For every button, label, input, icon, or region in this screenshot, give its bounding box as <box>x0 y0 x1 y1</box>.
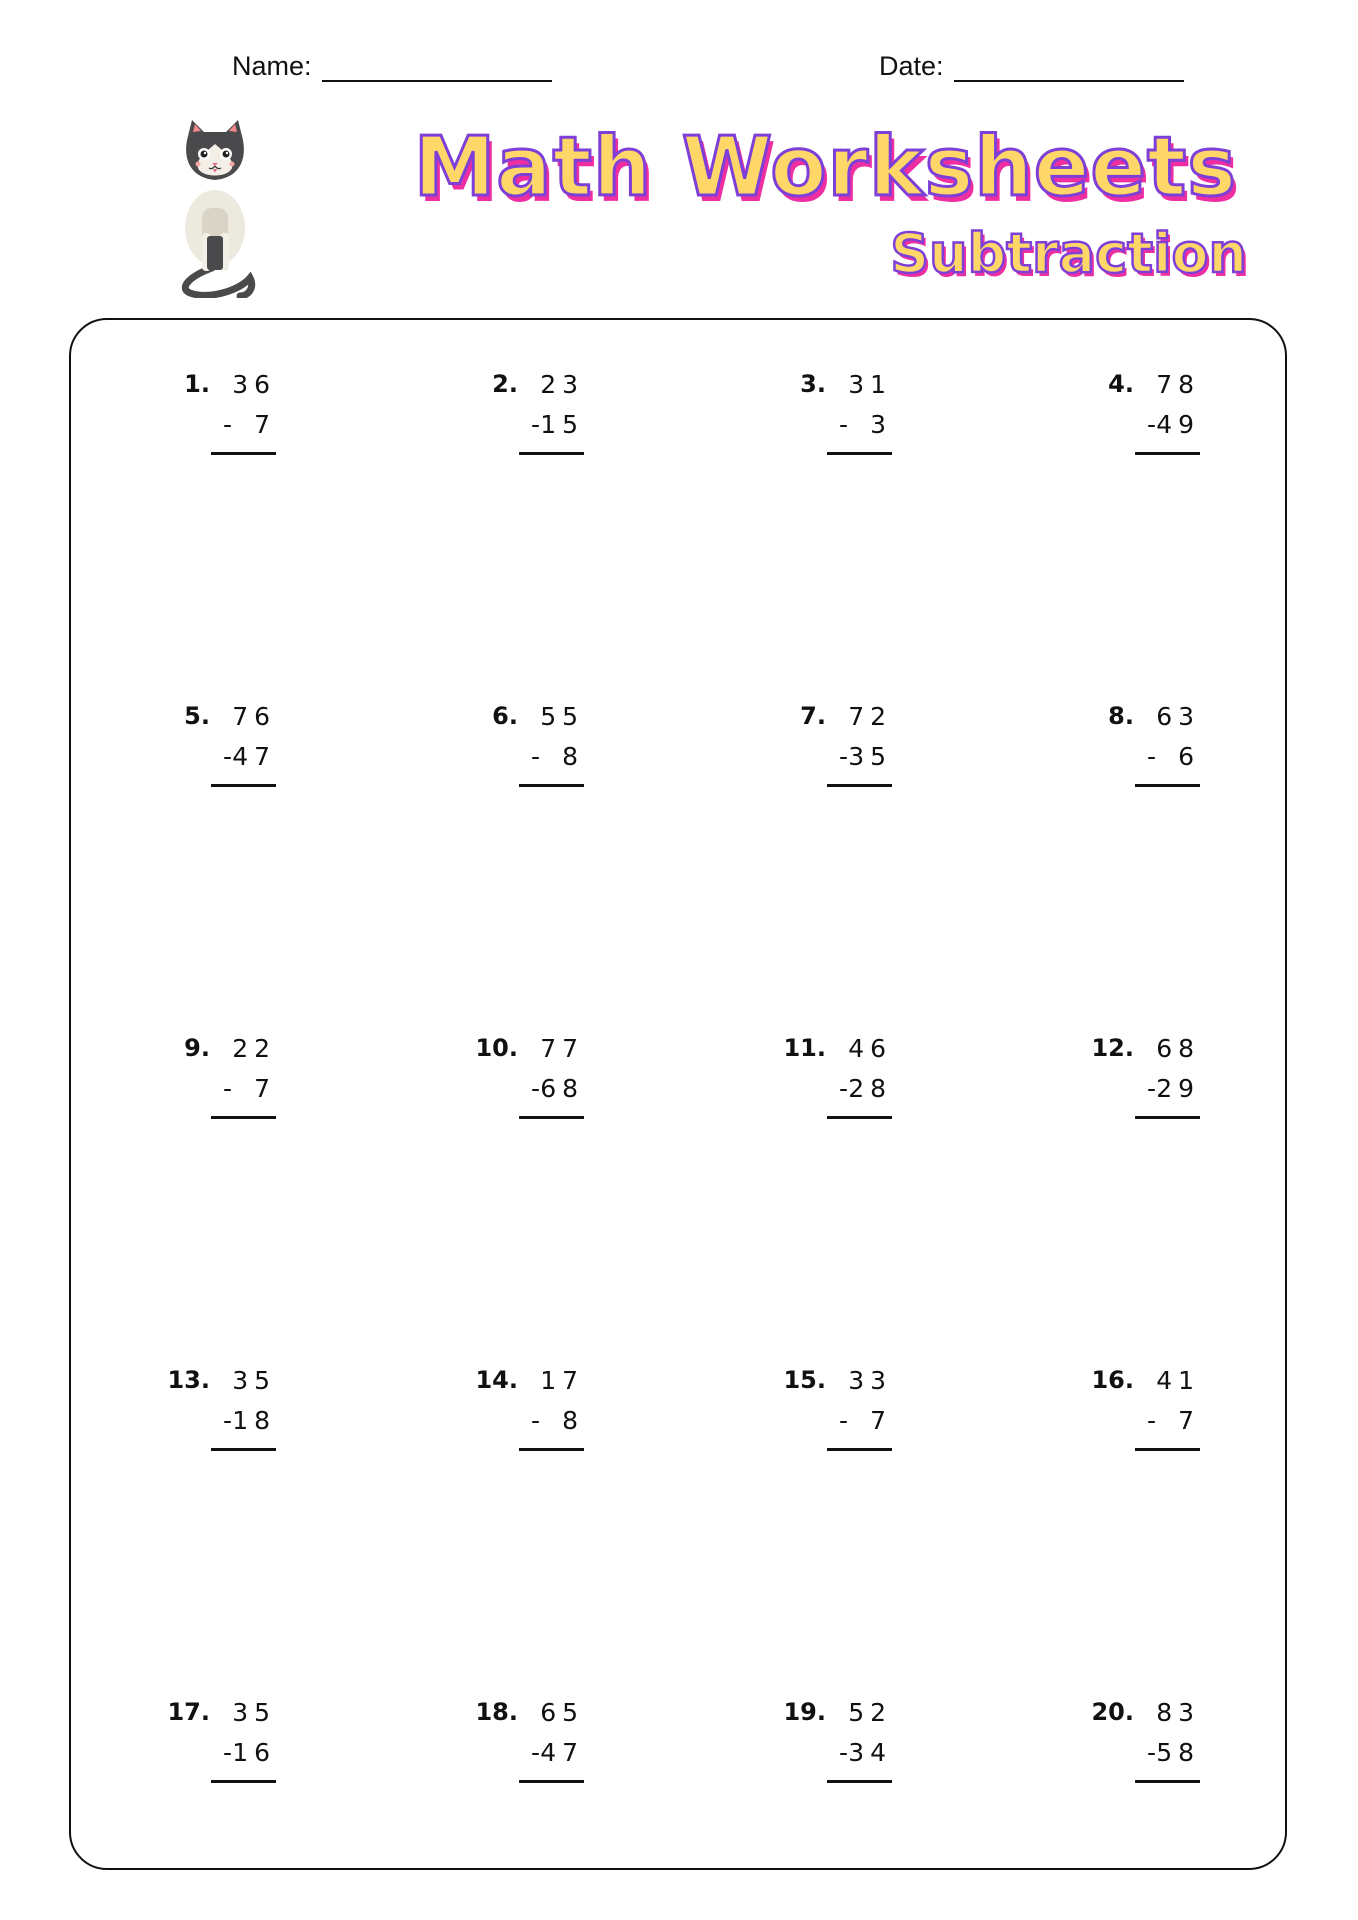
minuend: 23 <box>540 370 584 399</box>
problem-number: 20. <box>1091 1698 1134 1726</box>
answer-line[interactable] <box>827 1780 892 1783</box>
problem-4[interactable] <box>1052 370 1252 470</box>
subtrahend: 18 <box>232 1406 276 1435</box>
problem-3[interactable] <box>744 370 944 470</box>
problem-14[interactable] <box>436 1366 636 1466</box>
problem-number: 5. <box>184 702 210 730</box>
problem-number: 8. <box>1108 702 1134 730</box>
subtrahend: 3 <box>870 410 892 439</box>
minuend: 33 <box>848 1366 892 1395</box>
answer-line[interactable] <box>211 784 276 787</box>
answer-line[interactable] <box>211 1116 276 1119</box>
subtrahend: 8 <box>562 742 584 771</box>
problem-9[interactable] <box>128 1034 328 1134</box>
minuend: 77 <box>540 1034 584 1063</box>
minus-sign: - <box>1146 1406 1156 1435</box>
minus-sign: - <box>530 1738 540 1767</box>
problem-8[interactable] <box>1052 702 1252 802</box>
minus-sign: - <box>838 410 848 439</box>
problem-15[interactable] <box>744 1366 944 1466</box>
problem-19[interactable] <box>744 1698 944 1798</box>
subtrahend: 7 <box>1178 1406 1200 1435</box>
subtrahend: 15 <box>540 410 584 439</box>
title-subtitle: Subtraction <box>890 222 1247 285</box>
answer-line[interactable] <box>827 452 892 455</box>
answer-line[interactable] <box>519 1448 584 1451</box>
answer-line[interactable] <box>1135 1780 1200 1783</box>
minus-sign: - <box>530 410 540 439</box>
minus-sign: - <box>222 742 232 771</box>
minus-sign: - <box>530 1074 540 1103</box>
minuend: 83 <box>1156 1698 1200 1727</box>
problem-number: 7. <box>800 702 826 730</box>
answer-line[interactable] <box>827 1116 892 1119</box>
cat-icon <box>170 118 270 298</box>
minuend: 72 <box>848 702 892 731</box>
minus-sign: - <box>1146 742 1156 771</box>
minuend: 41 <box>1156 1366 1200 1395</box>
subtrahend: 49 <box>1156 410 1200 439</box>
problem-number: 9. <box>184 1034 210 1062</box>
subtrahend: 28 <box>848 1074 892 1103</box>
problem-number: 3. <box>800 370 826 398</box>
minus-sign: - <box>838 1074 848 1103</box>
subtrahend: 6 <box>1178 742 1200 771</box>
problem-11[interactable] <box>744 1034 944 1134</box>
problem-18[interactable] <box>436 1698 636 1798</box>
answer-line[interactable] <box>1135 784 1200 787</box>
problem-20[interactable] <box>1052 1698 1252 1798</box>
answer-line[interactable] <box>519 784 584 787</box>
answer-line[interactable] <box>519 1780 584 1783</box>
minuend: 63 <box>1156 702 1200 731</box>
minuend: 22 <box>232 1034 276 1063</box>
name-label: Name: <box>232 51 312 81</box>
subtrahend: 47 <box>540 1738 584 1767</box>
minuend: 78 <box>1156 370 1200 399</box>
minuend: 35 <box>232 1366 276 1395</box>
problem-number: 14. <box>475 1366 518 1394</box>
subtrahend: 35 <box>848 742 892 771</box>
problem-number: 17. <box>167 1698 210 1726</box>
problem-1[interactable] <box>128 370 328 470</box>
problem-number: 2. <box>492 370 518 398</box>
minus-sign: - <box>222 410 232 439</box>
minuend: 52 <box>848 1698 892 1727</box>
answer-line[interactable] <box>1135 1448 1200 1451</box>
minus-sign: - <box>222 1074 232 1103</box>
problem-2[interactable] <box>436 370 636 470</box>
minus-sign: - <box>222 1738 232 1767</box>
problem-number: 18. <box>475 1698 518 1726</box>
answer-line[interactable] <box>1135 1116 1200 1119</box>
problem-number: 19. <box>783 1698 826 1726</box>
title-main: Math Worksheets <box>413 120 1237 215</box>
problem-17[interactable] <box>128 1698 328 1798</box>
name-field[interactable] <box>232 42 552 82</box>
subtrahend: 68 <box>540 1074 584 1103</box>
minuend: 31 <box>848 370 892 399</box>
problem-16[interactable] <box>1052 1366 1252 1466</box>
minuend: 17 <box>540 1366 584 1395</box>
problem-10[interactable] <box>436 1034 636 1134</box>
subtrahend: 8 <box>562 1406 584 1435</box>
date-field[interactable] <box>879 42 1184 82</box>
subtrahend: 47 <box>232 742 276 771</box>
problem-number: 15. <box>783 1366 826 1394</box>
problem-number: 4. <box>1108 370 1134 398</box>
answer-line[interactable] <box>827 1448 892 1451</box>
answer-line[interactable] <box>211 1780 276 1783</box>
minuend: 55 <box>540 702 584 731</box>
minuend: 36 <box>232 370 276 399</box>
minus-sign: - <box>1146 1074 1156 1103</box>
answer-line[interactable] <box>211 1448 276 1451</box>
problem-number: 13. <box>167 1366 210 1394</box>
problem-number: 1. <box>184 370 210 398</box>
subtrahend: 7 <box>870 1406 892 1435</box>
problem-number: 12. <box>1091 1034 1134 1062</box>
minus-sign: - <box>222 1406 232 1435</box>
answer-line[interactable] <box>211 452 276 455</box>
problem-6[interactable] <box>436 702 636 802</box>
problem-number: 6. <box>492 702 518 730</box>
problem-7[interactable] <box>744 702 944 802</box>
worksheet-title <box>395 120 1265 290</box>
problem-number: 11. <box>783 1034 826 1062</box>
minus-sign: - <box>838 742 848 771</box>
minuend: 35 <box>232 1698 276 1727</box>
problem-number: 10. <box>475 1034 518 1062</box>
minus-sign: - <box>1146 410 1156 439</box>
minuend: 65 <box>540 1698 584 1727</box>
subtrahend: 29 <box>1156 1074 1200 1103</box>
subtrahend: 7 <box>254 1074 276 1103</box>
answer-line[interactable] <box>519 1116 584 1119</box>
subtrahend: 34 <box>848 1738 892 1767</box>
subtrahend: 16 <box>232 1738 276 1767</box>
minuend: 46 <box>848 1034 892 1063</box>
date-blank-line[interactable] <box>954 50 1184 82</box>
answer-line[interactable] <box>519 452 584 455</box>
minus-sign: - <box>530 742 540 771</box>
problem-5[interactable] <box>128 702 328 802</box>
subtrahend: 58 <box>1156 1738 1200 1767</box>
minus-sign: - <box>838 1406 848 1435</box>
answer-line[interactable] <box>827 784 892 787</box>
minus-sign: - <box>838 1738 848 1767</box>
minus-sign: - <box>1146 1738 1156 1767</box>
answer-line[interactable] <box>1135 452 1200 455</box>
problems-box <box>69 318 1287 1870</box>
minuend: 68 <box>1156 1034 1200 1063</box>
name-blank-line[interactable] <box>322 50 552 82</box>
minus-sign: - <box>530 1406 540 1435</box>
problem-12[interactable] <box>1052 1034 1252 1134</box>
minuend: 76 <box>232 702 276 731</box>
subtrahend: 7 <box>254 410 276 439</box>
date-label: Date: <box>879 51 944 81</box>
problem-number: 16. <box>1091 1366 1134 1394</box>
problem-13[interactable] <box>128 1366 328 1466</box>
